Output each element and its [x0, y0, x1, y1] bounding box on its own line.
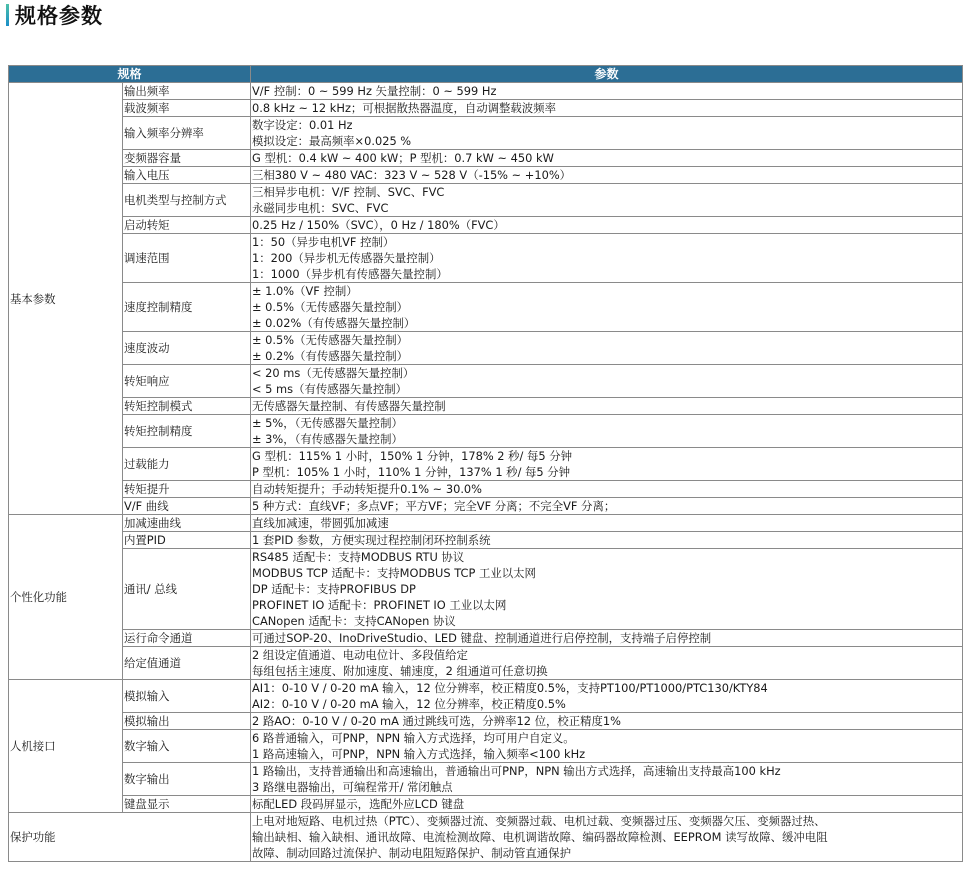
table-row: [9, 680, 963, 713]
table-row: [9, 515, 963, 532]
spec-value-line: 标配LED 段码屏显示，选配外应LCD 键盘: [252, 797, 465, 811]
table-row: [9, 549, 963, 630]
spec-item-cell: 输入电压: [123, 167, 251, 184]
spec-value-cell: [251, 498, 963, 515]
title-accent-bar: [6, 4, 9, 26]
spec-value-line: ± 0.2%（有传感器矢量控制）: [252, 349, 409, 363]
spec-value-cell: [251, 398, 963, 415]
spec-value-line: 6 路普通输入，可PNP，NPN 输入方式选择，均可用户自定义。: [252, 731, 575, 745]
table-row: [9, 415, 963, 448]
spec-value-line: V/F 控制：0 ~ 599 Hz 矢量控制：0 ~ 599 Hz: [252, 84, 497, 98]
spec-item-cell: 给定值通道: [123, 647, 251, 680]
table-row: [9, 448, 963, 481]
table-row: [9, 150, 963, 167]
spec-value-cell: [251, 283, 963, 332]
spec-value-line: 永磁同步电机：SVC、FVC: [252, 201, 389, 215]
spec-value-line: 0.25 Hz / 150%（SVC），0 Hz / 180%（FVC）: [252, 218, 505, 232]
spec-value-line: AI1：0-10 V / 0-20 mA 输入，12 位分辨率，校正精度0.5%，支持PT100/PT1000/PTC130/KTY84: [252, 681, 768, 695]
spec-value-cell: [251, 713, 963, 730]
spec-value-line: ± 5%，（无传感器矢量控制）: [252, 416, 403, 430]
header-param: 参数: [251, 66, 963, 83]
spec-value-line: 0.8 kHz ~ 12 kHz；可根据散热器温度，自动调整载波频率: [252, 101, 556, 115]
spec-value-line: ± 0.5%（无传感器矢量控制）: [252, 300, 409, 314]
spec-value-cell: [251, 549, 963, 630]
table-header-row: [9, 66, 963, 83]
spec-value-line: 输出缺相、输入缺相、通讯故障、电流检测故障、电机调谐故障、编码器故障检测、EEPROM 读写故障、缓冲电阻: [252, 830, 828, 844]
spec-value-line: 2 路AO：0-10 V / 0-20 mA 通过跳线可选，分辨率12 位，校正精度1%: [252, 714, 621, 728]
table-row: [9, 763, 963, 796]
spec-value-cell: [251, 647, 963, 680]
spec-value-line: CANopen 适配卡：支持CANopen 协议: [252, 614, 456, 628]
spec-value-cell: [251, 481, 963, 498]
spec-item-cell: 转矩控制精度: [123, 415, 251, 448]
spec-value-line: ± 3%，（有传感器矢量控制）: [252, 432, 403, 446]
spec-value-cell: [251, 234, 963, 283]
spec-value-line: 1 路输出，支持普通输出和高速输出，普通输出可PNP，NPN 输出方式选择，高速输出支持最高100 kHz: [252, 764, 781, 778]
spec-value-line: ± 0.5%（无传感器矢量控制）: [252, 333, 409, 347]
table-row: [9, 730, 963, 763]
spec-item-cell: 模拟输入: [123, 680, 251, 713]
spec-value-line: 故障、制动回路过流保护、制动电阻短路保护、制动管直通保护: [252, 846, 571, 860]
spec-item-cell: 内置PID: [123, 532, 251, 549]
spec-value-line: 1 路高速输入，可PNP，NPN 输入方式选择，输入频率<100 kHz: [252, 747, 586, 761]
spec-item-cell: 转矩响应: [123, 365, 251, 398]
category-cell: 个性化功能: [9, 515, 123, 680]
table-row: [9, 83, 963, 100]
spec-value-line: DP 适配卡：支持PROFIBUS DP: [252, 582, 416, 596]
table-row: [9, 713, 963, 730]
table-row: [9, 398, 963, 415]
spec-value-line: P 型机：105% 1 小时，110% 1 分钟，137% 1 秒/ 每5 分钟: [252, 465, 571, 479]
spec-item-cell: 加减速曲线: [123, 515, 251, 532]
table-row: [9, 630, 963, 647]
spec-value-line: 模拟设定：最高频率×0.025 %: [252, 134, 412, 148]
category-cell: 基本参数: [9, 83, 123, 515]
spec-value-cell: [251, 100, 963, 117]
header-spec: 规格: [9, 66, 251, 83]
spec-value-cell: [251, 150, 963, 167]
table-row: [9, 167, 963, 184]
table-row: [9, 481, 963, 498]
spec-item-cell: 输出频率: [123, 83, 251, 100]
spec-value-line: 每组包括主速度、附加速度、辅速度，2 组通道可任意切换: [252, 664, 548, 678]
spec-item-cell: V/F 曲线: [123, 498, 251, 515]
spec-value-line: 三相异步电机：V/F 控制、SVC、FVC: [252, 185, 445, 199]
category-cell: 保护功能: [9, 813, 251, 862]
spec-value-line: 5 种方式：直线VF；多点VF；平方VF；完全VF 分离；不完全VF 分离；: [252, 499, 616, 513]
page-title: 规格参数: [15, 4, 103, 28]
spec-value-line: 自动转矩提升；手动转矩提升0.1% ~ 30.0%: [252, 482, 483, 496]
spec-value-line: 1：1000（异步机有传感器矢量控制）: [252, 267, 448, 281]
table-row: [9, 647, 963, 680]
table-row: [9, 532, 963, 549]
spec-value-cell: [251, 167, 963, 184]
spec-item-cell: 变频器容量: [123, 150, 251, 167]
spec-value-line: < 20 ms（无传感器矢量控制）: [252, 366, 415, 380]
spec-item-cell: 键盘显示: [123, 796, 251, 813]
category-cell: 人机接口: [9, 680, 123, 813]
page-header: [6, 2, 103, 28]
spec-item-cell: 速度控制精度: [123, 283, 251, 332]
spec-value-line: 1：200（异步机无传感器矢量控制）: [252, 251, 441, 265]
table-row: [9, 234, 963, 283]
spec-item-cell: 转矩提升: [123, 481, 251, 498]
spec-value-cell: [251, 83, 963, 100]
spec-value-cell: [251, 763, 963, 796]
spec-value-cell: [251, 448, 963, 481]
spec-value-cell: [251, 532, 963, 549]
spec-value-line: AI2：0-10 V / 0-20 mA 输入，12 位分辨率，校正精度0.5%: [252, 697, 566, 711]
spec-value-line: ± 0.02%（有传感器矢量控制）: [252, 316, 416, 330]
table-row: [9, 498, 963, 515]
spec-value-cell: [251, 680, 963, 713]
spec-value-cell: [251, 332, 963, 365]
spec-value-line: ± 1.0%（VF 控制）: [252, 284, 358, 298]
table-row: [9, 117, 963, 150]
spec-value-line: 2 组设定值通道、电动电位计、多段值给定: [252, 648, 468, 662]
spec-value-line: 直线加减速，带圆弧加减速: [252, 516, 389, 530]
spec-value-cell: [251, 217, 963, 234]
spec-item-cell: 启动转矩: [123, 217, 251, 234]
spec-item-cell: 数字输出: [123, 763, 251, 796]
spec-item-cell: 转矩控制模式: [123, 398, 251, 415]
table-row: [9, 365, 963, 398]
spec-value-line: 1 套PID 参数，方便实现过程控制闭环控制系统: [252, 533, 491, 547]
spec-value-line: 上电对地短路、电机过热（PTC）、变频器过流、变频器过载、电机过载、变频器过压、变频器欠压、变频器过热、: [252, 814, 826, 828]
spec-item-cell: 载波频率: [123, 100, 251, 117]
spec-item-cell: 模拟输出: [123, 713, 251, 730]
spec-value-cell: [251, 415, 963, 448]
spec-value-cell: [251, 117, 963, 150]
spec-value-cell: [251, 515, 963, 532]
spec-item-cell: 过载能力: [123, 448, 251, 481]
table-row: [9, 100, 963, 117]
spec-table: [8, 65, 963, 862]
spec-value-cell: [251, 796, 963, 813]
spec-value-line: 1：50（异步电机VF 控制）: [252, 235, 395, 249]
spec-item-cell: 电机类型与控制方式: [123, 184, 251, 217]
table-row: [9, 813, 963, 862]
spec-value-cell: [251, 813, 963, 862]
spec-value-line: 可通过SOP-20、InoDriveStudio、LED 键盘、控制通道进行启停控制，支持端子启停控制: [252, 631, 712, 645]
table-row: [9, 283, 963, 332]
spec-value-cell: [251, 630, 963, 647]
spec-item-cell: 数字输入: [123, 730, 251, 763]
spec-value-line: G 型机：0.4 kW ~ 400 kW；P 型机：0.7 kW ~ 450 kW: [252, 151, 554, 165]
spec-item-cell: 通讯/ 总线: [123, 549, 251, 630]
table-row: [9, 184, 963, 217]
spec-value-cell: [251, 730, 963, 763]
table-row: [9, 332, 963, 365]
spec-value-cell: [251, 365, 963, 398]
spec-value-line: 无传感器矢量控制、有传感器矢量控制: [252, 399, 446, 413]
spec-value-line: PROFINET IO 适配卡：PROFINET IO 工业以太网: [252, 598, 507, 612]
spec-value-cell: [251, 184, 963, 217]
spec-item-cell: 输入频率分辨率: [123, 117, 251, 150]
table-row: [9, 796, 963, 813]
spec-value-line: RS485 适配卡：支持MODBUS RTU 协议: [252, 550, 465, 564]
spec-value-line: 3 路继电器输出，可编程常开/ 常闭触点: [252, 780, 453, 794]
spec-item-cell: 运行命令通道: [123, 630, 251, 647]
spec-value-line: G 型机：115% 1 小时，150% 1 分钟，178% 2 秒/ 每5 分钟: [252, 449, 573, 463]
spec-item-cell: 速度波动: [123, 332, 251, 365]
table-row: [9, 217, 963, 234]
spec-value-line: < 5 ms（有传感器矢量控制）: [252, 382, 407, 396]
spec-item-cell: 调速范围: [123, 234, 251, 283]
spec-value-line: 三相380 V ~ 480 VAC：323 V ~ 528 V（-15% ~ +10%）: [252, 168, 572, 182]
spec-value-line: 数字设定：0.01 Hz: [252, 118, 353, 132]
spec-value-line: MODBUS TCP 适配卡：支持MODBUS TCP 工业以太网: [252, 566, 536, 580]
